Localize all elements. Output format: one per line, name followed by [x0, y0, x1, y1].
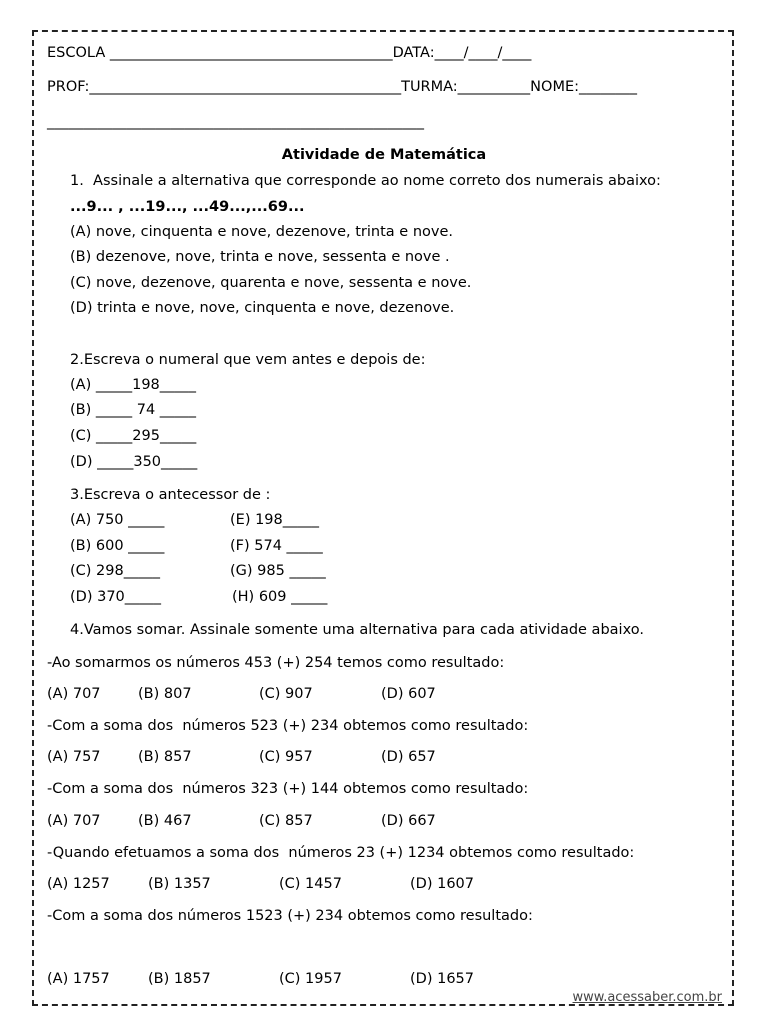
q4-prompt: -Com a soma dos números 323 (+) 144 obtemos como resultado: [47, 781, 529, 797]
q3-item: (E) 198_____ [230, 512, 320, 528]
q4-option: (A) 1757 [47, 971, 110, 987]
q4-prompt: -Com a soma dos números 523 (+) 234 obtemos como resultado: [47, 718, 529, 734]
name-continuation-line: ____________________________________________________ [47, 114, 424, 130]
q3-statement: 3.Escreva o antecessor de : [70, 487, 271, 503]
q4-prompt: -Quando efetuamos a soma dos números 23 (+) 1234 obtemos como resultado: [47, 845, 635, 861]
watermark-link[interactable]: www.acessaber.com.br [572, 990, 722, 1005]
q2-item: (D) _____350_____ [70, 454, 198, 470]
q4-option: (B) 467 [138, 813, 192, 829]
q1-numbers: ...9... , ...19..., ...49...,...69... [70, 199, 305, 215]
q4-option: (B) 807 [138, 686, 192, 702]
q4-option: (A) 757 [47, 749, 101, 765]
q3-item: (A) 750 _____ [70, 512, 165, 528]
q1-option: (D) trinta e nove, nove, cinquenta e nove, dezenove. [70, 300, 455, 316]
q3-item: (D) 370_____ [70, 589, 162, 605]
q1-option: (A) nove, cinquenta e nove, dezenove, trinta e nove. [70, 224, 453, 240]
q4-prompt: -Ao somarmos os números 453 (+) 254 temos como resultado: [47, 655, 505, 671]
q3-item: (C) 298_____ [70, 563, 160, 579]
q4-prompt: -Com a soma dos números 1523 (+) 234 obtemos como resultado: [47, 908, 533, 924]
q3-item: (B) 600 _____ [70, 538, 165, 554]
q4-option: (B) 1857 [148, 971, 211, 987]
q3-item: (H) 609 _____ [232, 589, 328, 605]
q4-option: (C) 957 [259, 749, 313, 765]
q4-option: (B) 1357 [148, 876, 211, 892]
q4-option: (C) 1957 [279, 971, 342, 987]
q4-option: (D) 667 [381, 813, 436, 829]
q2-item: (B) _____ 74 _____ [70, 402, 197, 418]
school-date-line: ESCOLA _______________________________________DATA:____/____/____ [47, 45, 532, 61]
page-title: Atividade de Matemática [281, 147, 487, 163]
q3-item: (F) 574 _____ [230, 538, 323, 554]
teacher-class-name-line: PROF:___________________________________________TURMA:__________NOME:________ [47, 79, 638, 95]
q4-option: (C) 907 [259, 686, 313, 702]
q4-option: (C) 1457 [279, 876, 342, 892]
q4-option: (A) 1257 [47, 876, 110, 892]
q2-statement: 2.Escreva o numeral que vem antes e depois de: [70, 352, 426, 368]
q1-option: (B) dezenove, nove, trinta e nove, sessenta e nove . [70, 249, 450, 265]
q4-option: (B) 857 [138, 749, 192, 765]
q4-option: (A) 707 [47, 813, 101, 829]
q4-option: (C) 857 [259, 813, 313, 829]
q4-option: (D) 657 [381, 749, 436, 765]
q2-item: (A) _____198_____ [70, 377, 197, 393]
q1-option: (C) nove, dezenove, quarenta e nove, sessenta e nove. [70, 275, 472, 291]
q3-item: (G) 985 _____ [230, 563, 326, 579]
q4-option: (D) 1607 [410, 876, 474, 892]
q4-statement: 4.Vamos somar. Assinale somente uma alternativa para cada atividade abaixo. [70, 622, 644, 638]
q4-option: (A) 707 [47, 686, 101, 702]
q2-item: (C) _____295_____ [70, 428, 197, 444]
q1-statement: 1. Assinale a alternativa que corresponde ao nome correto dos numerais abaixo: [70, 173, 661, 189]
q4-option: (D) 607 [381, 686, 436, 702]
q4-option: (D) 1657 [410, 971, 474, 987]
